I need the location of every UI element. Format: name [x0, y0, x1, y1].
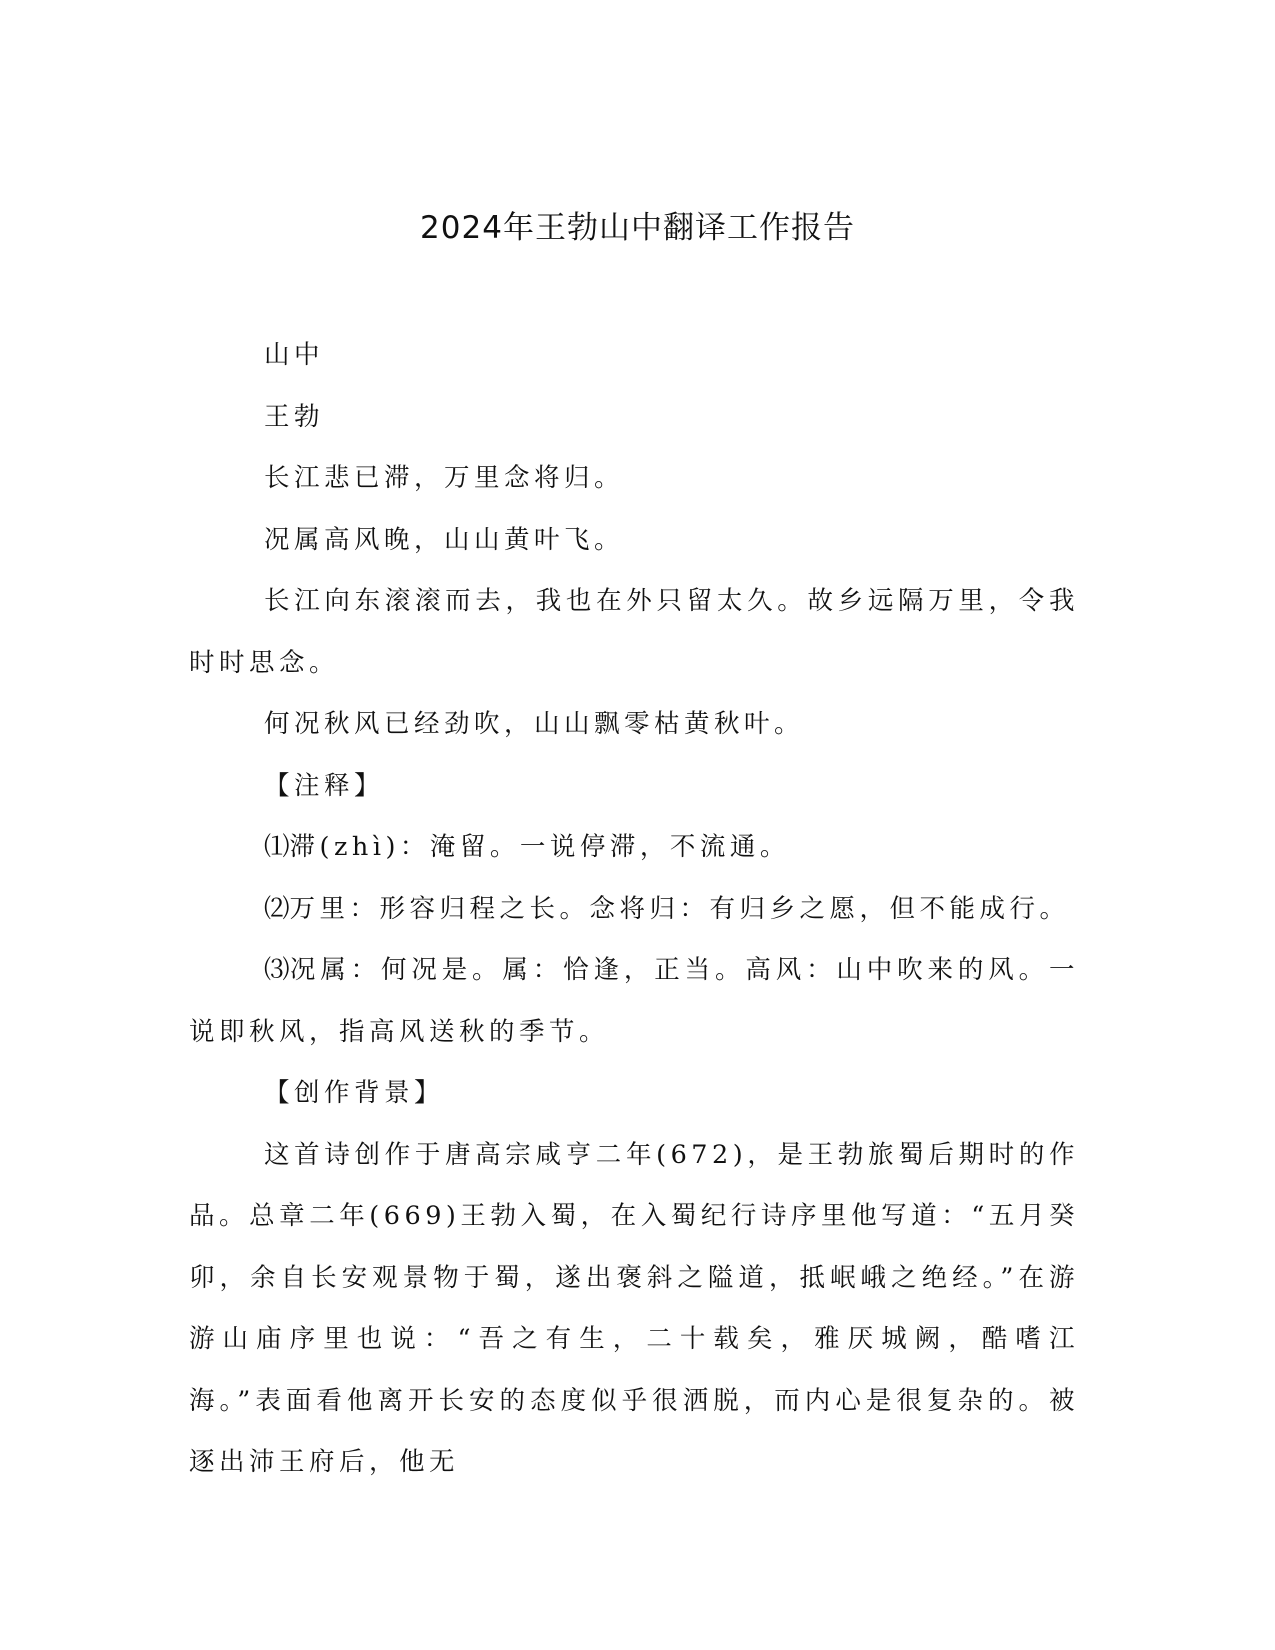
note-number: ⑶: [264, 955, 290, 985]
poem-line-2: 况属高风晚，山山黄叶飞。: [264, 524, 625, 555]
note-text: 万里：形容归程之长。念将归：有归乡之愿，但不能成行。: [289, 893, 1070, 924]
poem-line-1: 长江悲已滞，万里念将归。: [264, 463, 625, 493]
background-paragraph: 这首诗创作于唐高宗咸亨二年(672)，是王勃旅蜀后期时的作品。总章二年(669)王勃入蜀，在入蜀纪行诗序里他写道：“五月癸卯，余自长安观景物于蜀，遂出褒斜之隘道，抵岷峨之绝经。”在游游山庙序里也说：“吾之有生，二十载矣，雅厌城阙，酷嗜江海。”表面看他离开长安的态度似乎很洒脱，而内心是很复杂的。被逐出沛王府后，他无: [189, 1139, 1079, 1477]
note-number: ⑴: [264, 832, 290, 862]
poem-title: 山中: [264, 340, 325, 370]
background-heading: 【创作背景】: [264, 1078, 445, 1108]
note-item-3: [189, 940, 1079, 1063]
note-text: 滞(zhì)：淹留。一说停滞，不流通。: [289, 832, 790, 862]
note-number: ⑵: [264, 893, 290, 924]
note-item-1: [189, 817, 1079, 879]
poem-author: 王勃: [264, 401, 325, 432]
document-title: 2024年王勃山中翻译工作报告: [420, 210, 855, 246]
translation-paragraph-2: 何况秋风已经劲吹，山山飘零枯黄秋叶。: [264, 709, 805, 739]
note-item-2: [189, 879, 1079, 941]
translation-paragraph-1: 长江向东滚滚而去，我也在外只留太久。故乡远隔万里，令我时时思念。: [189, 586, 1079, 678]
notes-heading: 【注释】: [264, 770, 385, 801]
document-body: [189, 325, 1079, 1494]
note-text: 况属：何况是。属：恰逢，正当。高风：山中吹来的风。一说即秋风，指高风送秋的季节。: [189, 955, 1079, 1047]
